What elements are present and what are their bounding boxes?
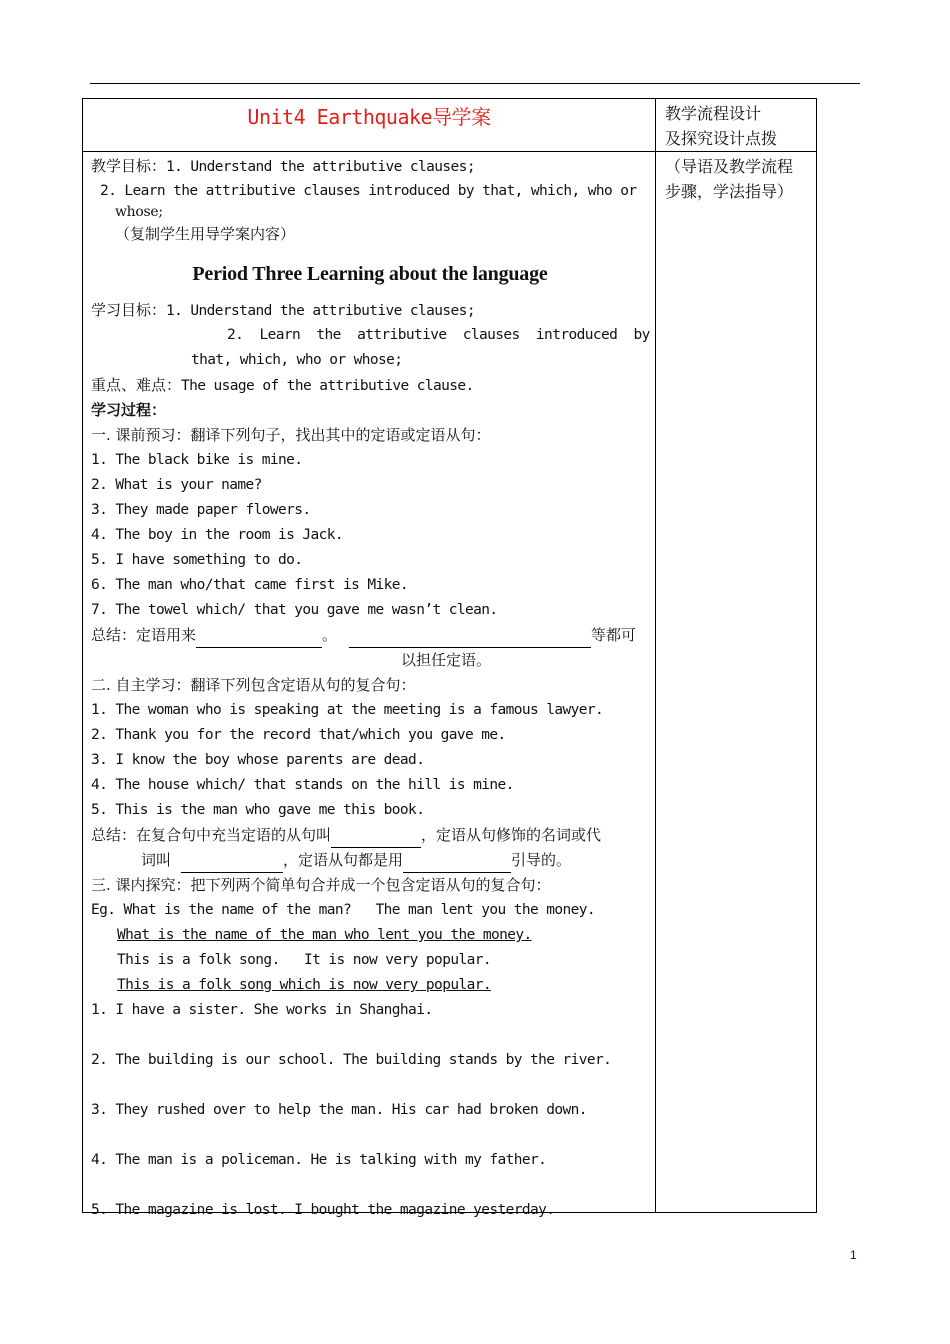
section2-item: 4. The house which/ that stands on the hill is mine. bbox=[91, 777, 514, 793]
lesson-plan-table bbox=[82, 98, 817, 1218]
learning-goals-line1: 学习目标：1. Understand the attributive clauses; bbox=[91, 301, 475, 319]
example-answer: What is the name of the man who lent you the money. bbox=[117, 927, 532, 943]
content-cell bbox=[83, 152, 656, 1218]
section1-item: 4. The boy in the room is Jack. bbox=[91, 527, 344, 543]
right-header-cell bbox=[656, 99, 817, 152]
title-cell bbox=[83, 99, 656, 152]
section2-item: 2. Thank you for the record that/which you gave me. bbox=[91, 727, 506, 743]
right-header-line: 及探究设计点拨 bbox=[665, 129, 778, 148]
section1-item: 2. What is your name? bbox=[91, 477, 262, 493]
answer-blank[interactable] bbox=[196, 631, 322, 648]
section3-item: 4. The man is a policeman. He is talking with my father. bbox=[91, 1152, 547, 1168]
header-rule bbox=[90, 83, 860, 84]
key-points: 重点、难点：The usage of the attributive clause. bbox=[91, 376, 474, 394]
teaching-goals-line1: 教学目标：1. Understand the attributive clauses; bbox=[91, 157, 475, 175]
answer-space[interactable] bbox=[91, 1073, 649, 1098]
section1-summary-cont: 以担任定语。 bbox=[401, 651, 492, 669]
section2-summary-cont: 词叫 ，定语从句都是用 引导的。 bbox=[91, 848, 649, 873]
section3-item: 3. They rushed over to help the man. His car had broken down. bbox=[91, 1102, 587, 1118]
teaching-goals-line2-cont: whose; bbox=[115, 204, 163, 220]
section1-item: 3. They made paper flowers. bbox=[91, 502, 311, 518]
answer-space[interactable] bbox=[91, 1173, 649, 1198]
answer-blank[interactable] bbox=[403, 856, 511, 873]
right-header-line: 教学流程设计 bbox=[665, 104, 762, 123]
teaching-goals-note: （复制学生用导学案内容） bbox=[115, 225, 296, 243]
section1-item: 6. The man who/that came first is Mike. bbox=[91, 577, 409, 593]
example-answer: This is a folk song which is now very popular. bbox=[117, 977, 491, 993]
teaching-goals-line2: 2. Learn the attributive clauses introduced by that, which, who or bbox=[100, 183, 637, 199]
answer-space[interactable] bbox=[91, 1123, 649, 1148]
example-question: Eg. What is the name of the man? The man lent you the money. bbox=[91, 902, 596, 918]
learning-goals-line2: 2. Learn the attributive clauses introduced by bbox=[227, 327, 650, 343]
section1-item: 5. I have something to do. bbox=[91, 552, 303, 568]
section3-item: 1. I have a sister. She works in Shanghai. bbox=[91, 1002, 433, 1018]
section1-item: 1. The black bike is mine. bbox=[91, 452, 303, 468]
page-number: 1 bbox=[850, 1248, 857, 1262]
section2-heading: 二. 自主学习：翻译下列包含定语从句的复合句： bbox=[91, 676, 416, 694]
page-title: Unit4 Earthquake导学案 bbox=[247, 105, 491, 129]
section1-item: 7. The towel which/ that you gave me wasn’t clean. bbox=[91, 602, 498, 618]
section2-summary: 总结：在复合句中充当定语的从句叫 ，定语从句修饰的名词或代 bbox=[91, 823, 649, 848]
process-label: 学习过程： bbox=[91, 401, 167, 419]
learning-goals-line2-cont: that, which, who or whose; bbox=[191, 352, 403, 368]
section1-summary: 总结：定语用来 。 等都可 bbox=[91, 623, 649, 648]
answer-space[interactable] bbox=[91, 1023, 649, 1048]
guidance-cell bbox=[656, 152, 817, 1213]
guidance-line: 步骤，学法指导） bbox=[665, 182, 794, 201]
section3-heading: 三. 课内探究：把下列两个简单句合并成一个包含定语从句的复合句： bbox=[91, 876, 551, 894]
section1-heading: 一. 课前预习：翻译下列句子，找出其中的定语或定语从句： bbox=[91, 426, 491, 444]
answer-blank[interactable] bbox=[181, 856, 283, 873]
section3-item: 5. The magazine is lost. I bought the magazine yesterday. bbox=[91, 1202, 555, 1218]
section3-item: 2. The building is our school. The building stands by the river. bbox=[91, 1052, 612, 1068]
section2-item: 5. This is the man who gave me this book. bbox=[91, 802, 425, 818]
answer-blank[interactable] bbox=[331, 831, 421, 848]
answer-blank[interactable] bbox=[349, 631, 591, 648]
period-title: Period Three Learning about the language bbox=[192, 263, 548, 285]
example-question: This is a folk song. It is now very popular. bbox=[117, 952, 491, 968]
guidance-line: （导语及教学流程 bbox=[665, 157, 794, 176]
section2-item: 1. The woman who is speaking at the meeting is a famous lawyer. bbox=[91, 702, 604, 718]
section2-item: 3. I know the boy whose parents are dead. bbox=[91, 752, 425, 768]
